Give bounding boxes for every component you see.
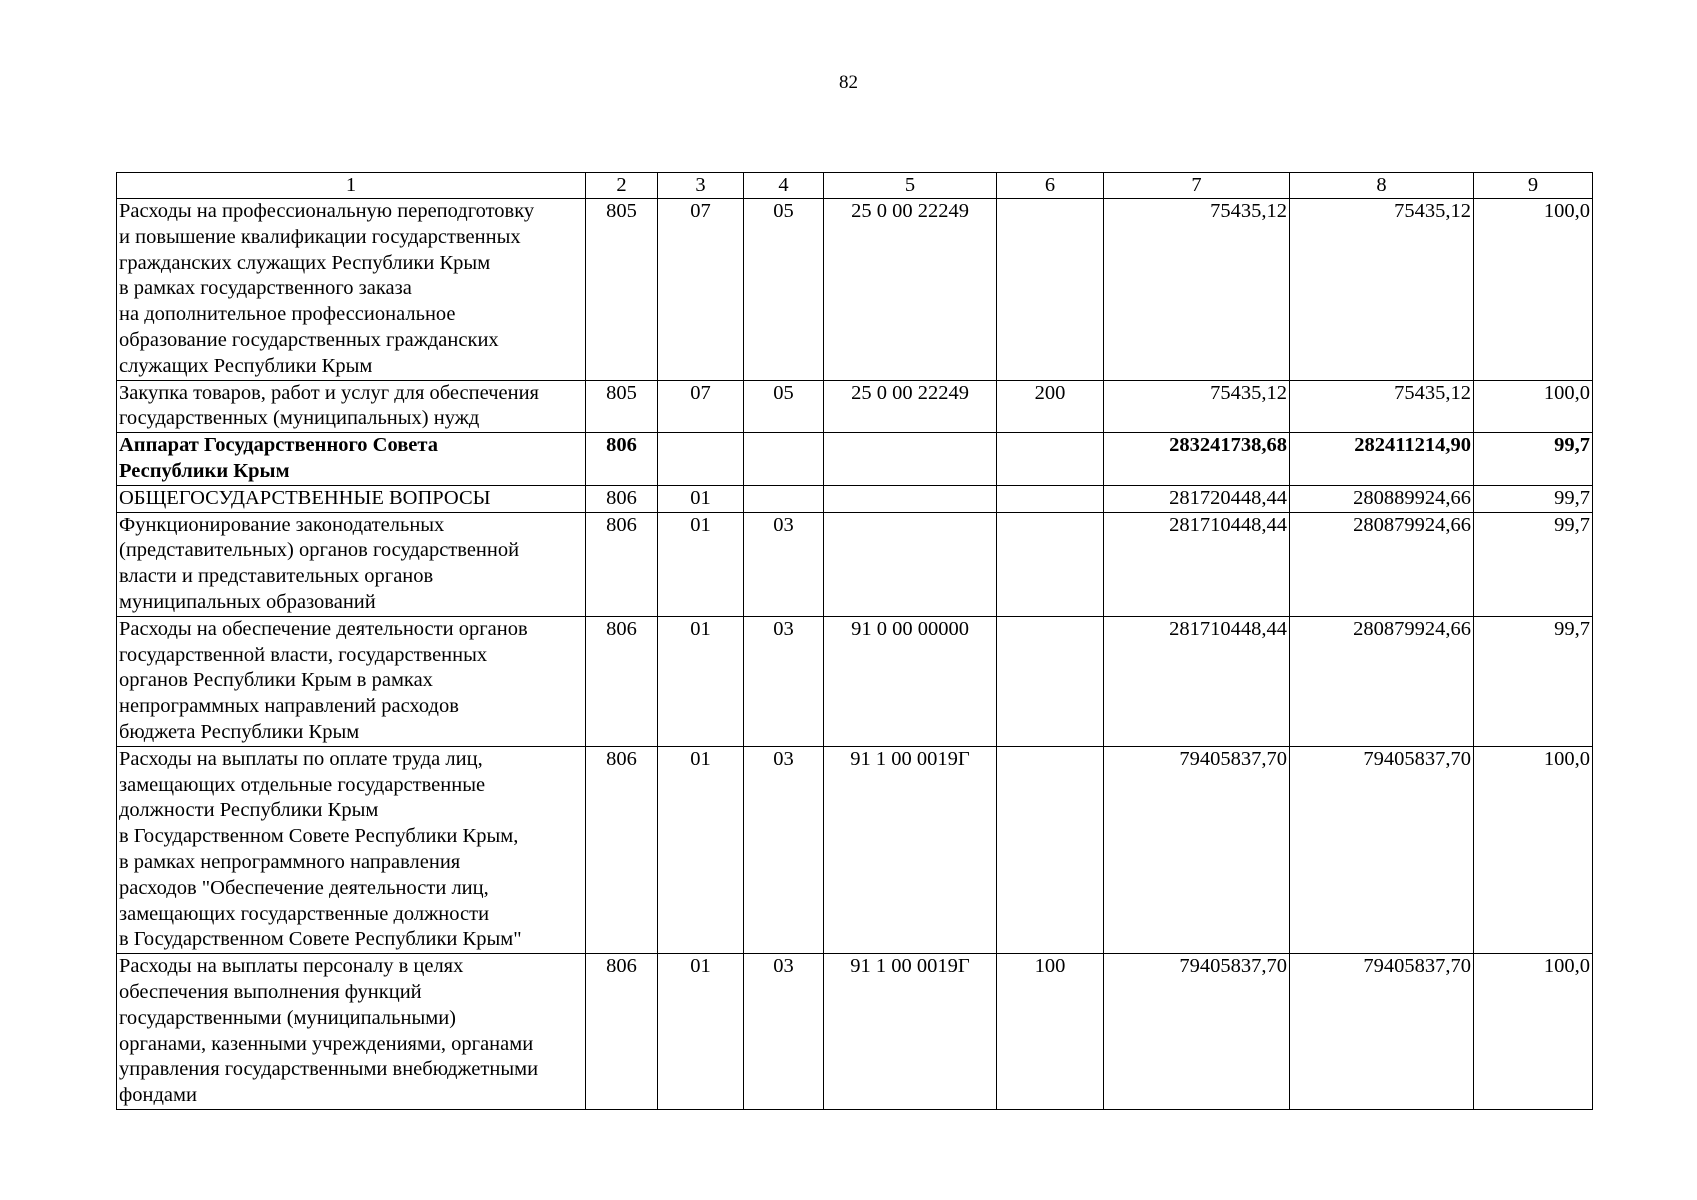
executed-amount-cell: 79405837,70: [1290, 954, 1474, 1110]
row-name-cell: [117, 512, 586, 616]
row-name-line: в рамках непрограммного направления: [119, 850, 461, 873]
row-name-line: замещающих государственные должности: [119, 902, 490, 925]
target-article-cell: 91 1 00 0019Г: [824, 954, 997, 1110]
executed-amount-cell: 75435,12: [1290, 199, 1474, 381]
chapter-code-cell: 01: [658, 616, 744, 746]
header-cell: 8: [1290, 173, 1474, 199]
header-cell: 9: [1474, 173, 1593, 199]
row-name-line: Закупка товаров, работ и услуг для обеспечения: [119, 381, 539, 404]
expense-type-cell: [997, 433, 1104, 486]
percent-cell: 99,7: [1474, 485, 1593, 512]
row-name-line: муниципальных образований: [119, 590, 376, 613]
expense-type-cell: [997, 746, 1104, 953]
row-name-cell: [117, 380, 586, 433]
percent-cell: 100,0: [1474, 954, 1593, 1110]
chapter-code-cell: 01: [658, 954, 744, 1110]
chapter-code-cell: 07: [658, 199, 744, 381]
approved-amount-cell: 79405837,70: [1104, 746, 1290, 953]
page-number: 82: [839, 72, 858, 93]
row-name-line: на дополнительное профессиональное: [119, 303, 456, 326]
target-article-cell: [824, 485, 997, 512]
row-name-line: в Государственном Совете Республики Крым,: [119, 825, 519, 848]
row-name-line: Аппарат Государственного Совета: [119, 434, 438, 457]
table-row: [117, 433, 1593, 486]
chapter-code-cell: 07: [658, 380, 744, 433]
section-code-cell: 805: [586, 380, 658, 433]
chapter-code-cell: 01: [658, 746, 744, 953]
expense-type-cell: 100: [997, 954, 1104, 1110]
section-code-cell: 806: [586, 616, 658, 746]
expense-type-cell: [997, 616, 1104, 746]
row-name-line: служащих Республики Крым: [119, 354, 373, 377]
row-name-line: Расходы на профессиональную переподготовку: [119, 200, 535, 222]
row-name-line: обеспечения выполнения функций: [119, 980, 422, 1003]
row-name-line: государственной власти, государственных: [119, 643, 488, 666]
section-code-cell: 805: [586, 199, 658, 381]
section-code-cell: 806: [586, 512, 658, 616]
executed-amount-cell: 75435,12: [1290, 380, 1474, 433]
chapter-code-cell: [658, 433, 744, 486]
row-name-line: бюджета Республики Крым: [119, 720, 360, 743]
expense-type-cell: [997, 199, 1104, 381]
chapter-code-cell: 01: [658, 485, 744, 512]
row-name-line: власти и представительных органов: [119, 565, 434, 588]
row-name-line: непрограммных направлений расходов: [119, 695, 459, 718]
expense-type-cell: [997, 485, 1104, 512]
subchapter-code-cell: [744, 485, 824, 512]
executed-amount-cell: 79405837,70: [1290, 746, 1474, 953]
approved-amount-cell: 283241738,68: [1104, 433, 1290, 486]
approved-amount-cell: 75435,12: [1104, 380, 1290, 433]
table-row: [117, 954, 1593, 1110]
percent-cell: 100,0: [1474, 380, 1593, 433]
percent-cell: 100,0: [1474, 746, 1593, 953]
header-cell: 1: [117, 173, 586, 199]
header-cell: 6: [997, 173, 1104, 199]
table-row: [117, 485, 1593, 512]
executed-amount-cell: 280879924,66: [1290, 512, 1474, 616]
executed-amount-cell: 282411214,90: [1290, 433, 1474, 486]
percent-cell: 99,7: [1474, 512, 1593, 616]
header-cell: 5: [824, 173, 997, 199]
row-name-cell: [117, 954, 586, 1110]
target-article-cell: [824, 433, 997, 486]
row-name-line: Республики Крым: [119, 459, 290, 482]
table-header-row: [117, 173, 1593, 199]
table-row: [117, 380, 1593, 433]
percent-cell: 99,7: [1474, 616, 1593, 746]
subchapter-code-cell: [744, 433, 824, 486]
approved-amount-cell: 281710448,44: [1104, 512, 1290, 616]
executed-amount-cell: 280889924,66: [1290, 485, 1474, 512]
table-row: [117, 746, 1593, 953]
row-name-line: органов Республики Крым в рамках: [119, 669, 433, 692]
row-name-line: Функционирование законодательных: [119, 513, 445, 536]
header-cell: 7: [1104, 173, 1290, 199]
row-name-cell: [117, 433, 586, 486]
row-name-line: замещающих отдельные государственные: [119, 773, 486, 796]
target-article-cell: 91 0 00 00000: [824, 616, 997, 746]
header-cell: 3: [658, 173, 744, 199]
percent-cell: 99,7: [1474, 433, 1593, 486]
row-name-line: должности Республики Крым: [119, 799, 379, 822]
section-code-cell: 806: [586, 746, 658, 953]
row-name-line: фондами: [119, 1084, 197, 1107]
target-article-cell: [824, 512, 997, 616]
row-name-line: в Государственном Совете Республики Крым": [119, 928, 522, 951]
row-name-line: органами, казенными учреждениями, органами: [119, 1032, 534, 1055]
target-article-cell: 91 1 00 0019Г: [824, 746, 997, 953]
row-name-line: и повышение квалификации государственных: [119, 225, 521, 248]
row-name-line: Расходы на выплаты по оплате труда лиц,: [119, 747, 483, 770]
chapter-code-cell: 01: [658, 512, 744, 616]
percent-cell: 100,0: [1474, 199, 1593, 381]
row-name-line: государственных (муниципальных) нужд: [119, 407, 480, 430]
subchapter-code-cell: 03: [744, 616, 824, 746]
subchapter-code-cell: 05: [744, 380, 824, 433]
approved-amount-cell: 75435,12: [1104, 199, 1290, 381]
header-cell: 4: [744, 173, 824, 199]
approved-amount-cell: 281710448,44: [1104, 616, 1290, 746]
target-article-cell: 25 0 00 22249: [824, 199, 997, 381]
subchapter-code-cell: 03: [744, 512, 824, 616]
approved-amount-cell: 79405837,70: [1104, 954, 1290, 1110]
row-name-line: государственными (муниципальными): [119, 1006, 456, 1029]
section-code-cell: 806: [586, 433, 658, 486]
section-code-cell: 806: [586, 954, 658, 1110]
row-name-cell: [117, 616, 586, 746]
table-row: [117, 616, 1593, 746]
row-name-cell: [117, 485, 586, 512]
section-code-cell: 806: [586, 485, 658, 512]
row-name-line: в рамках государственного заказа: [119, 277, 412, 300]
target-article-cell: 25 0 00 22249: [824, 380, 997, 433]
subchapter-code-cell: 05: [744, 199, 824, 381]
table-row: [117, 199, 1593, 381]
budget-table: [116, 172, 1593, 1110]
subchapter-code-cell: 03: [744, 746, 824, 953]
row-name-line: Расходы на обеспечение деятельности органов: [119, 617, 528, 640]
executed-amount-cell: 280879924,66: [1290, 616, 1474, 746]
approved-amount-cell: 281720448,44: [1104, 485, 1290, 512]
row-name-line: гражданских служащих Республики Крым: [119, 251, 491, 274]
subchapter-code-cell: 03: [744, 954, 824, 1110]
row-name-line: образование государственных гражданских: [119, 328, 499, 351]
row-name-line: расходов "Обеспечение деятельности лиц,: [119, 876, 489, 899]
expense-type-cell: 200: [997, 380, 1104, 433]
row-name-line: Расходы на выплаты персоналу в целях: [119, 955, 464, 978]
header-cell: 2: [586, 173, 658, 199]
table-row: [117, 512, 1593, 616]
row-name-line: ОБЩЕГОСУДАРСТВЕННЫЕ ВОПРОСЫ: [119, 486, 491, 509]
row-name-line: управления государственными внебюджетными: [119, 1058, 539, 1081]
row-name-line: (представительных) органов государственной: [119, 539, 520, 562]
row-name-cell: [117, 746, 586, 953]
row-name-cell: [117, 199, 586, 381]
expense-type-cell: [997, 512, 1104, 616]
